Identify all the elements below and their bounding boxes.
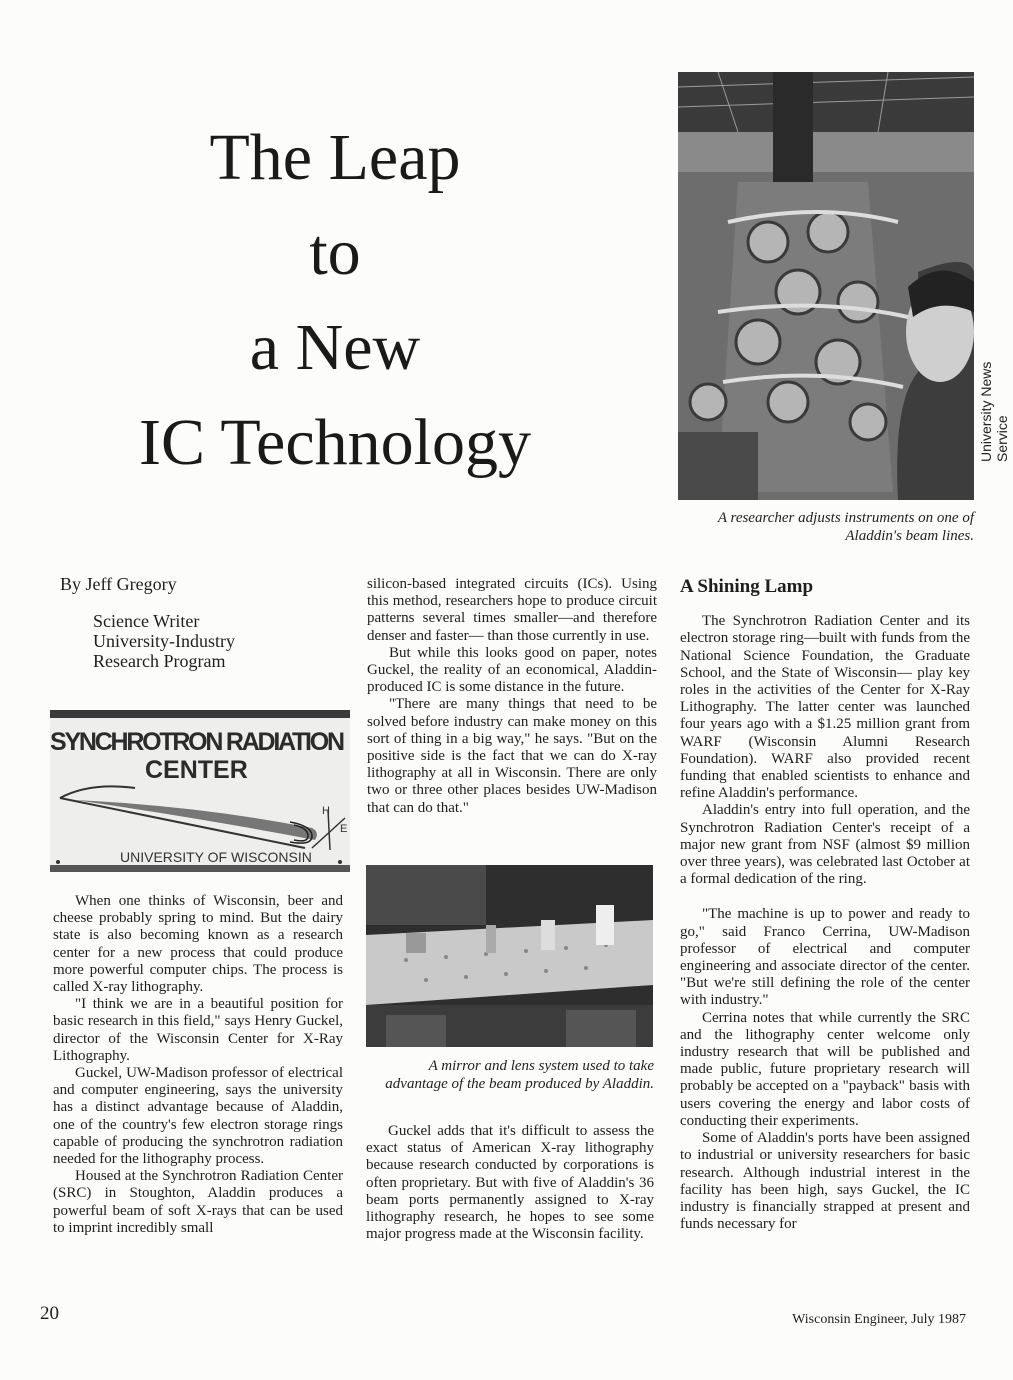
byline-role-line-1: Science Writer	[93, 611, 200, 631]
beamline-photo-graphic	[678, 72, 974, 500]
col1-paragraph-2: "I think we are in a beautiful position for basic research in this field," says Henry Guckel, director of the Wisconsin Center for X-Ray Lithography.	[53, 996, 343, 1064]
sign-title-line-1: SYNCHROTRON RADIATION	[50, 728, 345, 756]
title-line-2: to	[309, 216, 361, 289]
col2-paragraph-4: Guckel adds that it's difficult to assess the exact status of American X-ray lithography because research conducted by corporations is often proprietary. But with five of Aladdin's 36 beam ports permanently assigned to X-ray lithography research, he hopes to see some major progress made at the Wisconsin facility.	[366, 1123, 654, 1243]
sign-letter-h: H	[322, 805, 330, 817]
mirror-lens-photo	[366, 865, 653, 1047]
title-line-1: The Leap	[209, 121, 461, 194]
col2-paragraph-1: silicon-based integrated circuits (ICs). Using this method, researchers hope to produce circuit patterns several times smaller—and therefore denser and faster— than those currently in use.	[367, 576, 657, 644]
col1-paragraph-3: Guckel, UW-Madison professor of electrical and computer engineering, says the university has a distinct advantage because of Aladdin, one of the country's few electron storage rings capable of producing the synchrotron radiation needed for the lithography process.	[53, 1065, 343, 1168]
title-line-4: IC Technology	[139, 406, 531, 479]
article-column-3	[680, 578, 970, 1233]
byline-author: By Jeff Gregory	[60, 574, 177, 594]
section-heading: A Shining Lamp	[680, 576, 814, 597]
src-sign-photo	[50, 710, 350, 872]
page-number: 20	[40, 1303, 59, 1324]
mirror-lens-graphic	[366, 865, 653, 1047]
article-column-2	[367, 576, 657, 817]
col3-paragraph-1: The Synchrotron Radiation Center and its electron storage ring—built with funds from the National Science Foundation, the Graduate School, and the State of Wisconsin— play key roles in the activities of the Center for X-Ray Lithography. The latter center was launched four years ago with a $1.25 million grant from WARF (Wisconsin Alumni Research Foundation). WARF also provided recent funding that enabled scientists to enhance and refine Aladdin's performance.	[680, 613, 970, 802]
sign-footer: UNIVERSITY OF WISCONSIN	[120, 849, 312, 865]
title-line-3: a New	[249, 311, 421, 384]
article-column-2-bottom	[366, 1123, 654, 1243]
col2-paragraph-2: But while this looks good on paper, notes Guckel, the reality of an economical, Aladdin-produced IC is some distance in the future.	[367, 644, 657, 696]
col2-paragraph-3: "There are many things that need to be solved before industry can make money on this sort of thing in a big way," he says. "But on the positive side is the fact that we can do X-ray lithography at all in Wisconsin. There are only two or three other places besides UW-Madison that can do that."	[367, 696, 657, 816]
sign-letter-e: E	[340, 823, 348, 835]
top-photo-caption: A researcher adjusts instruments on one of Aladdin's beam lines.	[717, 510, 974, 544]
mirror-lens-caption: A mirror and lens system used to take advantage of the beam produced by Aladdin.	[385, 1058, 654, 1092]
publication-info: Wisconsin Engineer, July 1987	[792, 1312, 966, 1327]
beamline-photo	[678, 72, 974, 500]
src-sign-graphic	[50, 710, 350, 872]
byline-role-line-3: Research Program	[93, 651, 226, 671]
sign-title-line-2: CENTER	[145, 756, 248, 784]
article-column-1	[53, 893, 343, 1237]
col3-paragraph-4: Cerrina notes that while currently the SRC and the lithography center welcome only industry research that will be published and made public, future proprietary research will probably be accepted on a "payback" basis with users covering the energy and labor costs of conducting their experiments.	[680, 1009, 970, 1129]
photo-credit: University News Service	[978, 361, 1010, 462]
byline	[60, 574, 340, 671]
byline-role-line-2: University-Industry	[93, 631, 235, 651]
col1-paragraph-4: Housed at the Synchrotron Radiation Center (SRC) in Stoughton, Aladdin produces a powerful beam of soft X-rays that can be used to imprint incredibly small	[53, 1168, 343, 1236]
col3-paragraph-5: Some of Aladdin's ports have been assigned to industrial or university researchers for basic research. Although industrial interest in the facility has been high, says Guckel, the IC industry is financially strapped at present and funds necessary for	[680, 1130, 970, 1233]
col1-paragraph-1: When one thinks of Wisconsin, beer and cheese probably spring to mind. But the dairy state is also becoming known as a research center for a new process that could produce more powerful computer chips. The process is called X-ray lithography.	[53, 893, 343, 996]
col3-paragraph-3: "The machine is up to power and ready to go," said Franco Cerrina, UW-Madison professor of electrical and computer engineering and associate director of the center. "But we're still defining the role of the center with industry."	[680, 906, 970, 1009]
col3-paragraph-2: Aladdin's entry into full operation, and the Synchrotron Radiation Center's receipt of a major new grant from NSF (almost $9 million over three years), was celebrated last October at a formal dedication of the ring.	[680, 802, 970, 888]
byline-role	[93, 611, 340, 671]
